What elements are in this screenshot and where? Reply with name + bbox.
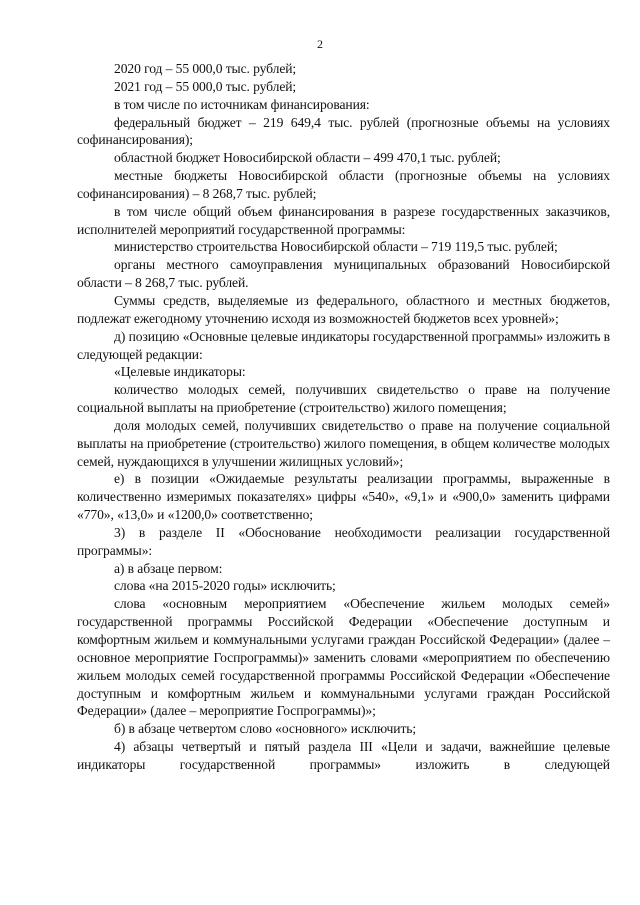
- paragraph: 4) абзацы четвертый и пятый раздела III «Цели и задачи, важнейшие целевые индикаторы государственной программы» изложить в следующей: [77, 739, 610, 772]
- paragraph: 2021 год – 55 000,0 тыс. рублей;: [114, 78, 297, 94]
- paragraph: в том числе общий объем финансирования в разрезе государственных заказчиков, исполнителей мероприятий государственной программы:: [77, 203, 610, 237]
- paragraph: в том числе по источникам финансирования:: [114, 96, 370, 112]
- paragraph: количество молодых семей, получивших свидетельство о праве на получение социальной выплаты на приобретение (строительство) жилого помещения;: [77, 382, 610, 416]
- paragraph: слова «на 2015-2020 годы» исключить;: [114, 578, 336, 594]
- paragraph: б) в абзаце четвертом слово «основного» исключить;: [114, 721, 417, 737]
- paragraph: 3) в разделе II «Обоснование необходимости реализации государственной программы»:: [77, 524, 610, 558]
- paragraph: а) в абзаце первом:: [114, 560, 223, 576]
- paragraph: е) в позиции «Ожидаемые результаты реализации программы, выраженные в количественно измеримых показателях» цифры «540», «9,1» и «900,0» заменить цифрами «770», «13,0» и «1200,0» соответственно;: [77, 471, 610, 523]
- page-number: 2: [317, 37, 323, 51]
- paragraph: Суммы средств, выделяемые из федерального, областного и местных бюджетов, подлежат ежегодному уточнению исходя из возможностей бюджетов всех уровней»;: [77, 292, 610, 326]
- paragraph: местные бюджеты Новосибирской области (прогнозные объемы на условиях софинансирования) – 8 268,7 тыс. рублей;: [77, 168, 610, 201]
- paragraph: слова «основным мероприятием «Обеспечение жильем молодых семей» государственной программы Российской Федерации «Обеспечение доступным и комфортным жильем и коммунальными услугами граждан Российской Федерации» (далее – основное мероприятие Госпрограммы)» заменить словами «мероприятием по обеспечению жильем молодых семей государственной программы Российской Федерации «Обеспечение доступным и комфортным жильем и коммунальными услугами граждан Российской Федерации» (далее – мероприятие Госпрограммы)»;: [77, 596, 610, 719]
- paragraph: органы местного самоуправления муниципальных образований Новосибирской области – 8 268,7 тыс. рублей.: [77, 257, 610, 291]
- paragraph: д) позицию «Основные целевые индикаторы государственной программы» изложить в следующей редакции:: [77, 328, 610, 362]
- paragraph: 2020 год – 55 000,0 тыс. рублей;: [114, 61, 297, 76]
- paragraph: министерство строительства Новосибирской области – 719 119,5 тыс. рублей;: [114, 239, 558, 255]
- paragraph: областной бюджет Новосибирской области – 499 470,1 тыс. рублей;: [114, 150, 501, 166]
- document-body: [77, 60, 610, 774]
- paragraph: федеральный бюджет – 219 649,4 тыс. рублей (прогнозные объемы на условиях софинансирования);: [77, 114, 610, 148]
- paragraph: доля молодых семей, получивших свидетельство о праве на получение социальной выплаты на приобретение (строительство) жилого помещения, в общем количестве молодых семей, нуждающихся в улучшении жилищных условий»;: [77, 417, 610, 469]
- paragraph: «Целевые индикаторы:: [114, 364, 246, 380]
